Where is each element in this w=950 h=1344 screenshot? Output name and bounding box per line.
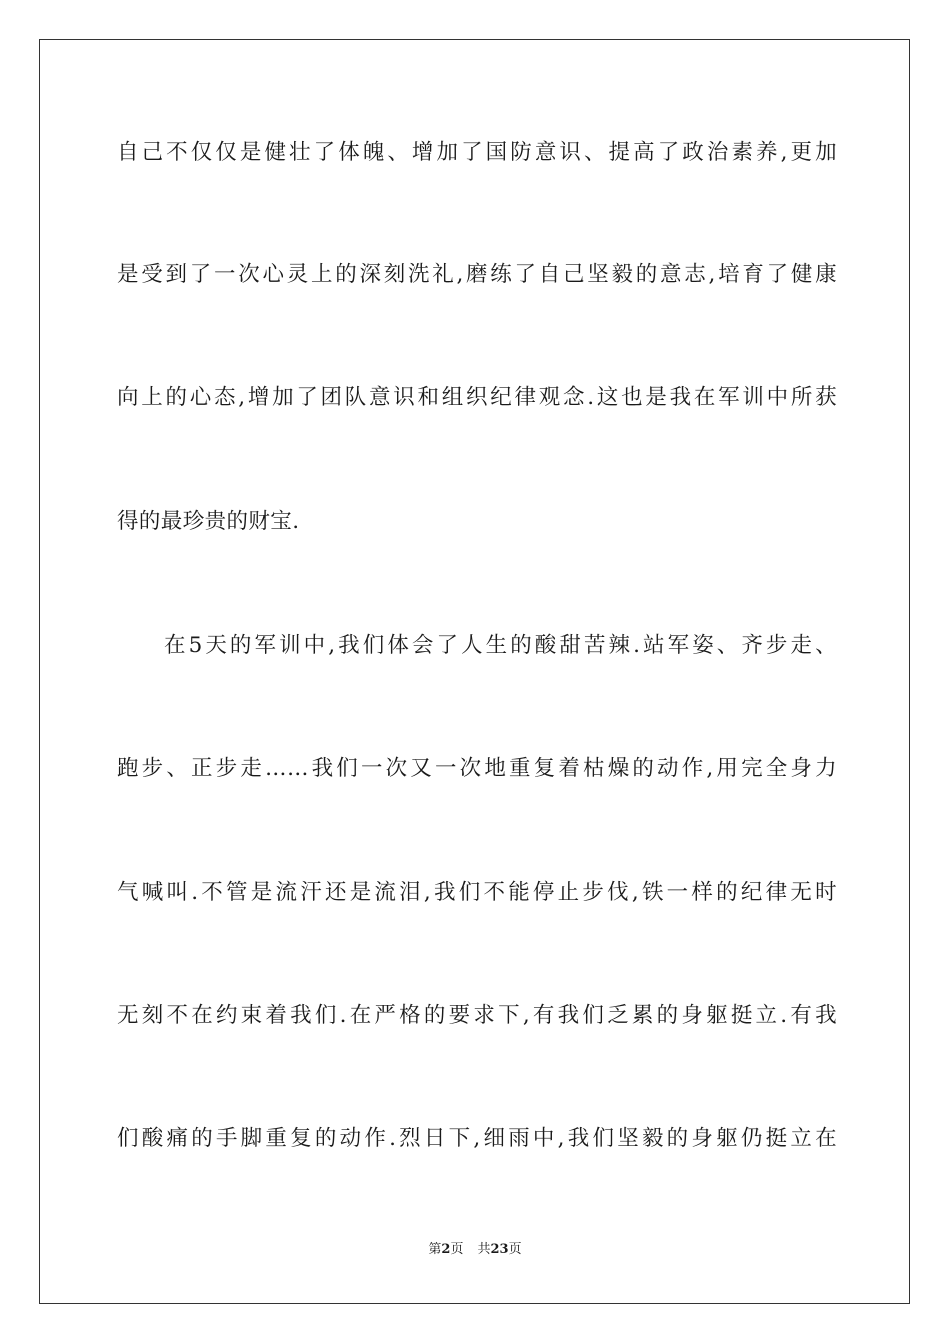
footer-total-prefix: 共 (477, 1242, 491, 1257)
footer-page-number: 2 (441, 1242, 451, 1257)
text-line: 无刻不在约束着我们.在严格的要求下,有我们乏累的身躯挺立.有我 (117, 1003, 837, 1028)
text-line: 气喊叫.不管是流汗还是流泪,我们不能停止步伐,铁一样的纪律无时 (117, 880, 837, 905)
page-border (39, 39, 910, 1304)
text-line: 是受到了一次心灵上的深刻洗礼,磨练了自己坚毅的意志,培育了健康 (117, 262, 837, 287)
paragraph-start-line: 在5天的军训中,我们体会了人生的酸甜苦辣.站军姿、齐步走、 (164, 633, 837, 658)
text-line: 们酸痛的手脚重复的动作.烈日下,细雨中,我们坚毅的身躯仍挺立在 (117, 1126, 837, 1151)
footer-total-suffix: 页 (508, 1242, 522, 1257)
page-footer (0, 1241, 950, 1259)
text-line: 得的最珍贵的财宝. (117, 509, 300, 534)
text-line: 自己不仅仅是健壮了体魄、增加了国防意识、提高了政治素养,更加 (117, 140, 837, 165)
text-line: 向上的心态,增加了团队意识和组织纪律观念.这也是我在军训中所获 (117, 385, 837, 410)
footer-page-prefix: 第 (428, 1242, 442, 1257)
text-line: 跑步、正步走……我们一次又一次地重复着枯燥的动作,用完全身力 (117, 756, 837, 781)
footer-total-pages: 23 (490, 1242, 509, 1257)
footer-page-suffix: 页 (450, 1242, 464, 1257)
